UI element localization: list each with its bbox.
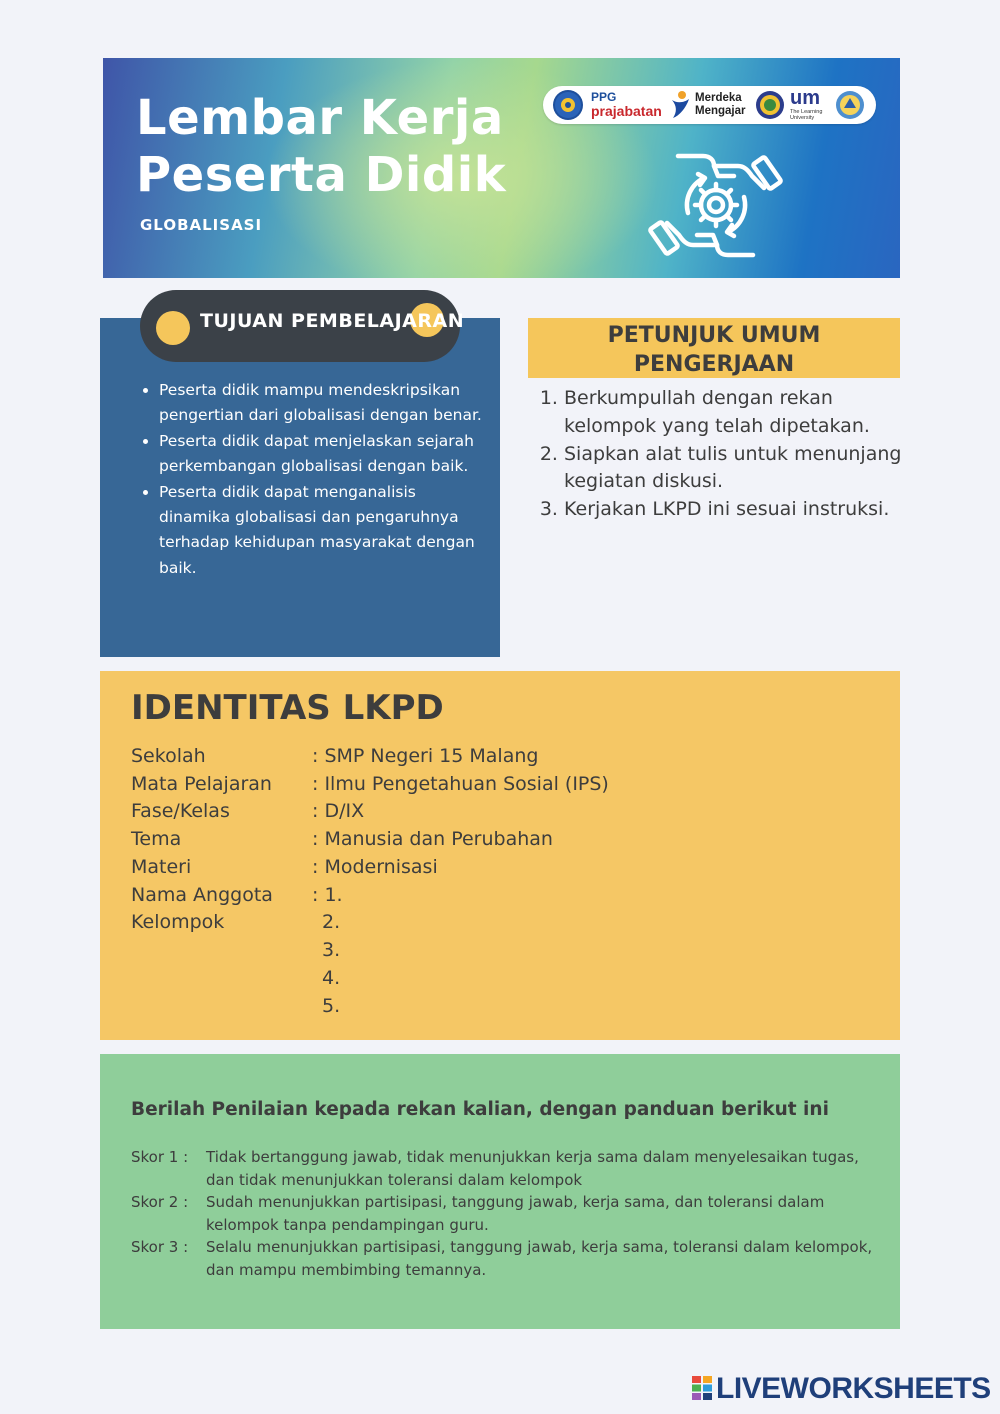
member-number: 4. bbox=[322, 967, 341, 989]
identitas-row-anggota bbox=[131, 881, 343, 909]
identitas-label: Tema bbox=[131, 828, 182, 850]
identitas-value: : SMP Negeri 15 Malang bbox=[312, 745, 539, 767]
tujuan-item: • Peserta didik dapat menganalisis dinamika globalisasi dan pengaruhnya terhadap kehidupan masyarakat dengan baik. bbox=[159, 480, 489, 582]
kemendikbud-logo bbox=[553, 90, 583, 120]
identitas-value: : Ilmu Pengetahuan Sosial (IPS) bbox=[312, 773, 609, 795]
petunjuk-list bbox=[540, 385, 914, 524]
identitas-label: Nama Anggota bbox=[131, 884, 273, 906]
member-number: 3. bbox=[322, 939, 341, 961]
penilaian-title: Berilah Penilaian kepada rekan kalian, dengan panduan berikut ini bbox=[131, 1099, 829, 1120]
identitas-label: Mata Pelajaran bbox=[131, 773, 272, 795]
mengajar-label: Mengajar bbox=[695, 105, 746, 117]
identitas-value: : Modernisasi bbox=[312, 856, 438, 878]
identitas-row-sekolah bbox=[131, 742, 538, 770]
merdeka-label: Merdeka bbox=[695, 92, 742, 104]
topic-subtitle: GLOBALISASI bbox=[140, 216, 263, 234]
identitas-row-materi bbox=[131, 853, 438, 881]
identitas-value: : D/IX bbox=[312, 800, 365, 822]
hands-gear-icon bbox=[648, 148, 783, 263]
skor-label: Skor 3 : bbox=[131, 1238, 189, 1256]
member-number: 2. bbox=[322, 911, 341, 933]
petunjuk-item: 1. Berkumpullah dengan rekan kelompok yang telah dipetakan. bbox=[564, 385, 914, 441]
petunjuk-title: PETUNJUK UMUM PENGERJAAN bbox=[528, 318, 900, 378]
page-title: Lembar Kerja Peserta Didik bbox=[136, 90, 507, 203]
school-seal-icon bbox=[835, 90, 865, 120]
tujuan-list bbox=[135, 378, 489, 581]
partner-logos bbox=[543, 86, 876, 124]
liveworksheets-logo-icon bbox=[692, 1376, 712, 1400]
um-logo-text: um bbox=[790, 87, 820, 109]
identitas-title: IDENTITAS LKPD bbox=[131, 688, 444, 728]
tujuan-item: • Peserta didik mampu mendeskripsikan pengertian dari globalisasi dengan benar. bbox=[159, 378, 489, 429]
petunjuk-item: 2. Siapkan alat tulis untuk menunjang kegiatan diskusi. bbox=[564, 441, 914, 497]
liveworksheets-brand[interactable]: LIVEWORKSHEETS bbox=[716, 1372, 991, 1405]
member-number: 5. bbox=[322, 995, 341, 1017]
skor-label: Skor 2 : bbox=[131, 1193, 189, 1211]
identitas-label: Fase/Kelas bbox=[131, 800, 230, 822]
ppg-label: PPG bbox=[591, 90, 617, 104]
um-tagline: The Learning University bbox=[790, 109, 823, 121]
skor-description: Sudah menunjukkan partisipasi, tanggung jawab, kerja sama, dan toleransi dalam kelompok tanpa pendampingan guru. bbox=[206, 1193, 825, 1234]
identitas-row-kelompok bbox=[131, 908, 312, 936]
identitas-value: : 1. bbox=[312, 884, 343, 906]
petunjuk-item: 3. Kerjakan LKPD ini sesuai instruksi. bbox=[564, 496, 914, 524]
skor-description: Tidak bertanggung jawab, tidak menunjukkan kerja sama dalam menyelesaikan tugas, dan tidak menunjukkan toleransi dalam kelompok bbox=[206, 1148, 859, 1189]
merdeka-mengajar-icon bbox=[669, 90, 691, 124]
identitas-value: : Manusia dan Perubahan bbox=[312, 828, 553, 850]
header-banner bbox=[103, 58, 900, 278]
tujuan-item: • Peserta didik dapat menjelaskan sejarah perkembangan globalisasi dengan baik. bbox=[159, 429, 489, 480]
prajabatan-label: prajabatan bbox=[591, 103, 662, 119]
university-seal-icon bbox=[755, 90, 785, 120]
identitas-label: Sekolah bbox=[131, 745, 206, 767]
identitas-row-tema bbox=[131, 825, 553, 853]
identitas-row-fase bbox=[131, 797, 364, 825]
tujuan-title: TUJUAN PEMBELAJARAN bbox=[200, 310, 465, 332]
identitas-label: Materi bbox=[131, 856, 192, 878]
identitas-row-mapel bbox=[131, 770, 609, 798]
skor-description: Selalu menunjukkan partisipasi, tanggung jawab, kerja sama, toleransi dalam kelompok, dan mampu membimbing temannya. bbox=[206, 1238, 873, 1279]
skor-label: Skor 1 : bbox=[131, 1148, 189, 1166]
yellow-dot-icon bbox=[156, 311, 190, 345]
identitas-label: Kelompok bbox=[131, 911, 225, 933]
